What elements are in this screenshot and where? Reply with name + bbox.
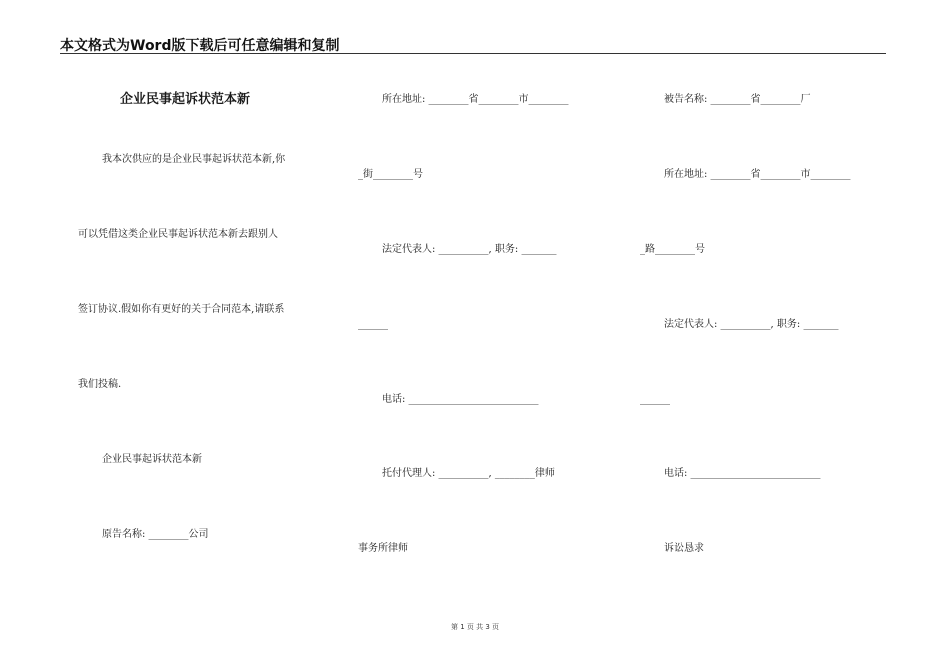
header-divider: [60, 53, 886, 54]
defendant-road-field: _路________号: [640, 244, 705, 255]
plaintiff-phone-field: 电话: __________________________: [382, 394, 539, 405]
defendant-name-field: 被告名称: ________省________厂: [664, 94, 811, 105]
intro-line-3: 签订协议.假如你有更好的关于合同范本,请联系: [78, 304, 285, 315]
plaintiff-legal-rep-field: 法定代表人: __________, 职务: _______: [382, 244, 557, 255]
page-number: 第 1 页 共 3 页: [450, 623, 500, 631]
intro-line-4: 我们投稿.: [78, 379, 122, 390]
law-firm-field: 事务所律师: [358, 543, 408, 554]
agent-field: 托付代理人: __________, ________律师: [382, 468, 555, 479]
document-title: 企业民事起诉状范本新: [120, 92, 251, 107]
claims-heading: 诉讼恳求: [664, 543, 704, 554]
defendant-legal-rep-field: 法定代表人: __________, 职务: _______: [664, 319, 839, 330]
defendant-address-field: 所在地址: ________省________市________: [664, 169, 851, 180]
document-header: 本文格式为Word版下载后可任意编辑和复制: [60, 38, 340, 54]
defendant-blank-line: ______: [640, 394, 670, 405]
defendant-phone-field: 电话: __________________________: [664, 468, 821, 479]
plaintiff-address-field: 所在地址: ________省________市________: [382, 94, 569, 105]
intro-line-1: 我本次供应的是企业民事起诉状范本新,你: [102, 154, 286, 165]
intro-line-2: 可以凭借这类企业民事起诉状范本新去跟别人: [78, 229, 278, 240]
plaintiff-name-field: 原告名称: ________公司: [102, 529, 209, 540]
section-subtitle: 企业民事起诉状范本新: [102, 454, 202, 465]
plaintiff-blank-line: ______: [358, 319, 388, 330]
plaintiff-street-field: _街________号: [358, 169, 423, 180]
